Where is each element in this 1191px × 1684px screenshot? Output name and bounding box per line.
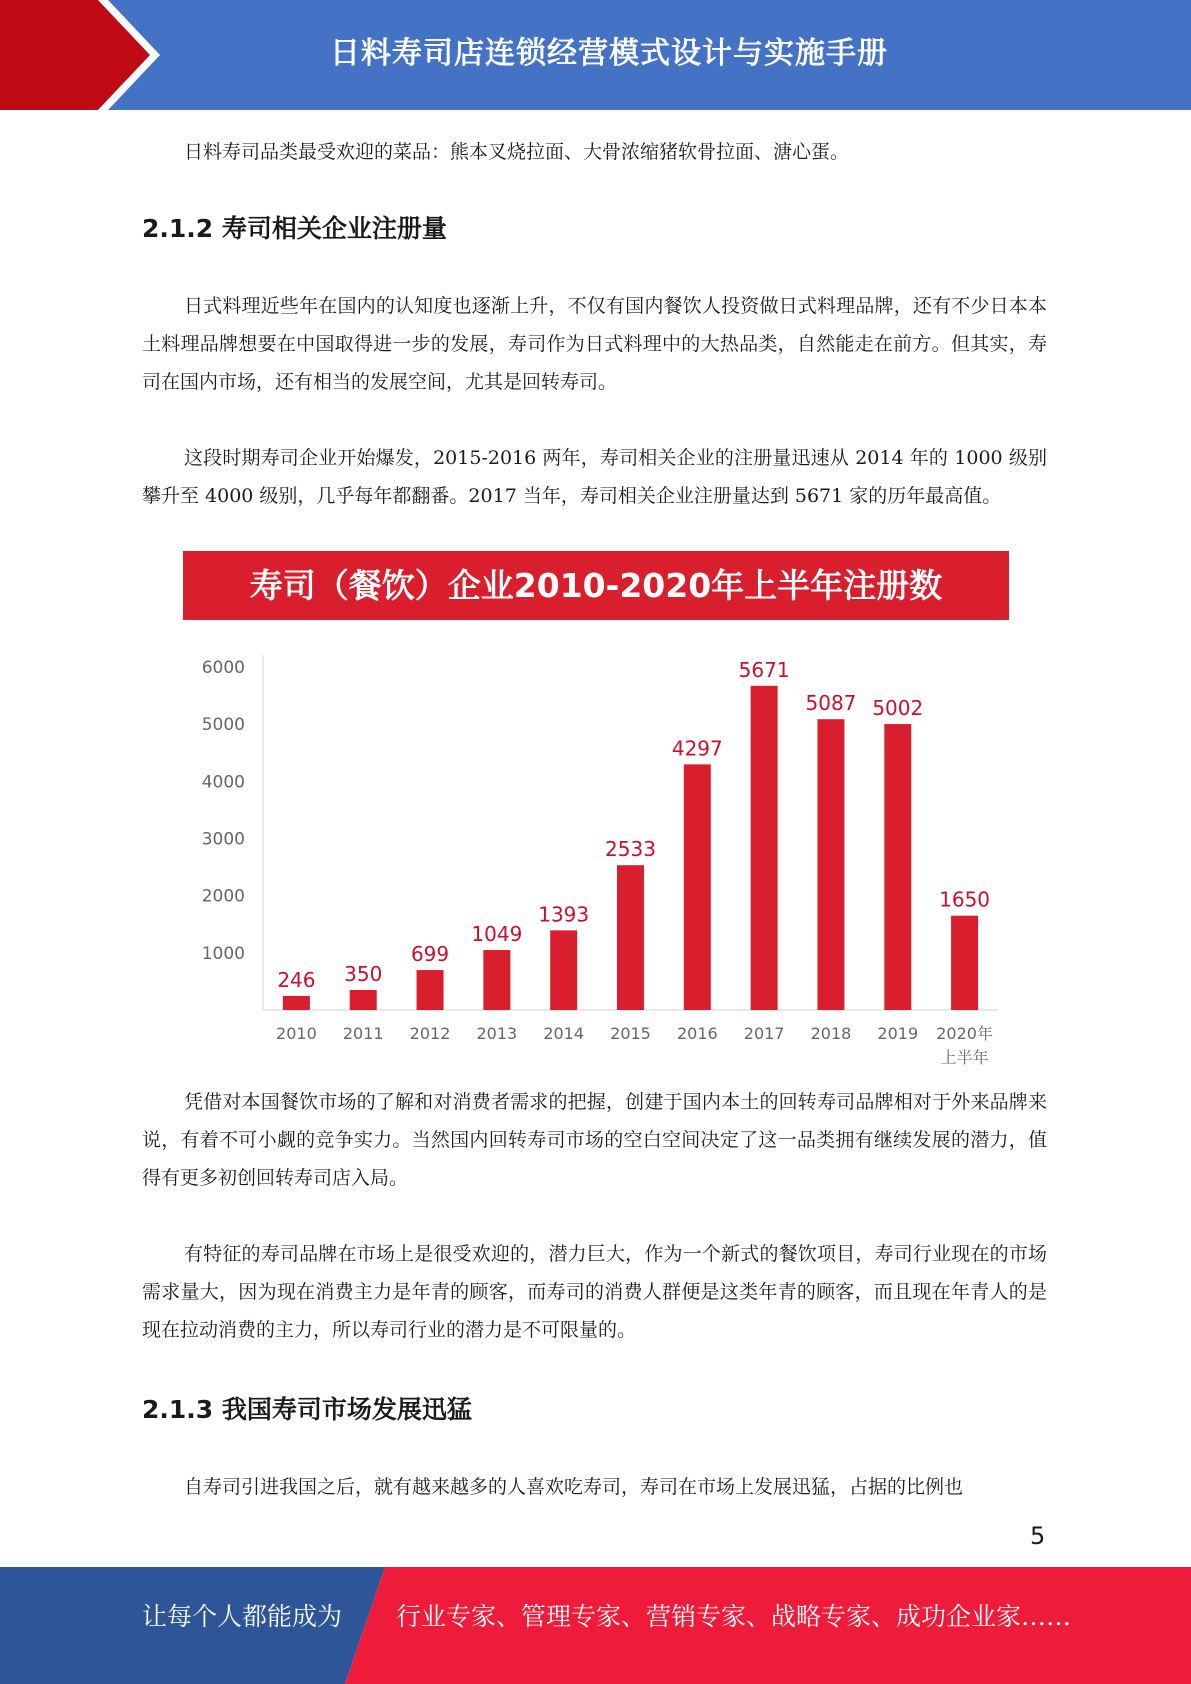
page-number: 5 [1030,1522,1046,1550]
y-tick-label: 6000 [201,658,245,678]
paragraph-market-potential: 有特征的寿司品牌在市场上是很受欢迎的，潜力巨大，作为一个新式的餐饮项目，寿司行业现在的市场需求量大，因为现在消费主力是年青的顾客，而寿司的消费人群便是这类年青的顾客，而且现在年青人的是现在拉动消费的主力，所以寿司行业的潜力是不可限量的。 [142,1243,1047,1341]
data-label: 246 [277,967,316,992]
bar [884,724,911,1010]
paragraph-market-growth: 自寿司引进我国之后，就有越来越多的人喜欢吃寿司，寿司在市场上发展迅猛，占据的比例也 [184,1476,964,1498]
bar [350,990,377,1010]
x-tick-label: 2017 [743,1024,785,1043]
data-label: 1049 [471,922,523,947]
data-label: 1650 [939,887,991,912]
data-label: 4297 [671,736,723,761]
x-tick-label: 2012 [409,1024,451,1043]
x-tick-label: 2014 [543,1024,585,1043]
x-tick-label: 2016 [676,1024,718,1043]
chart-title: 寿司（餐饮）企业2010-2020年上半年注册数 [183,551,1009,620]
bar [751,686,778,1010]
y-tick-label: 3000 [201,829,245,850]
bar [283,996,310,1010]
header-band [0,0,1191,110]
bar [483,950,510,1010]
paragraph-registration-surge: 这段时期寿司企业开始爆发，2015-2016 两年，寿司相关企业的注册量迅速从 2014 年的 1000 级别攀升至 4000 级别，几乎每年都翻番。2017 当年，寿司相关企业注册量达到 5671 家的历年最高值。 [142,447,1047,507]
data-label: 5087 [805,691,857,716]
y-tick-label: 2000 [201,886,245,907]
footer-band [0,1567,1191,1684]
x-tick-label: 2010 [276,1024,317,1043]
registration-bar-chart [183,640,1009,1070]
x-tick-label: 2020年 [936,1024,993,1043]
data-label: 699 [410,942,450,967]
x-tick-label: 2015 [610,1024,651,1043]
x-tick-label: 2019 [877,1024,919,1043]
header-arrow-icon [0,0,160,110]
x-tick-label: 2018 [810,1024,852,1043]
section-2-1-2-heading: 2.1.2 寿司相关企业注册量 [142,214,447,243]
data-label: 1393 [538,902,590,927]
data-label: 5671 [738,657,790,682]
bar [951,916,978,1010]
data-label: 2533 [605,837,656,862]
x-tick-label: 上半年 [940,1048,989,1067]
document-title: 日料寿司店连锁经营模式设计与实施手册 [330,36,888,71]
intro-paragraph: 日料寿司品类最受欢迎的菜品：熊本叉烧拉面、大骨浓缩猪软骨拉面、溏心蛋。 [184,141,850,163]
bar [684,764,711,1010]
bar [550,930,577,1010]
section-2-1-3-heading: 2.1.3 我国寿司市场发展迅猛 [142,1395,472,1424]
data-label: 5002 [872,696,924,721]
footer-slogan-right: 行业专家、管理专家、营销专家、战略专家、成功企业家…… [396,1602,1072,1631]
paragraph-awareness: 日式料理近些年在国内的认知度也逐渐上升，不仅有国内餐饮人投资做日式料理品牌，还有不少日本本土料理品牌想要在中国取得进一步的发展，寿司作为日式料理中的大热品类，自然能走在前方。但其实，寿司在国内市场，还有相当的发展空间，尤其是回转寿司。 [142,295,1047,393]
x-tick-label: 2013 [476,1024,518,1043]
footer-slogan-left: 让每个人都能成为 [142,1602,343,1631]
paragraph-domestic-brands: 凭借对本国餐饮市场的了解和对消费者需求的把握，创建于国内本土的回转寿司品牌相对于外来品牌来说，有着不可小觑的竞争实力。当然国内回转寿司市场的空白空间决定了这一品类拥有继续发展的潜力，值得有更多初创回转寿司店入局。 [142,1091,1047,1189]
bar [817,719,844,1010]
y-tick-label: 1000 [201,943,245,964]
y-tick-label: 5000 [201,715,245,736]
y-tick-label: 4000 [201,772,245,793]
bar [417,970,444,1010]
bar [617,865,644,1010]
x-tick-label: 2011 [342,1024,384,1043]
data-label: 350 [344,961,383,986]
